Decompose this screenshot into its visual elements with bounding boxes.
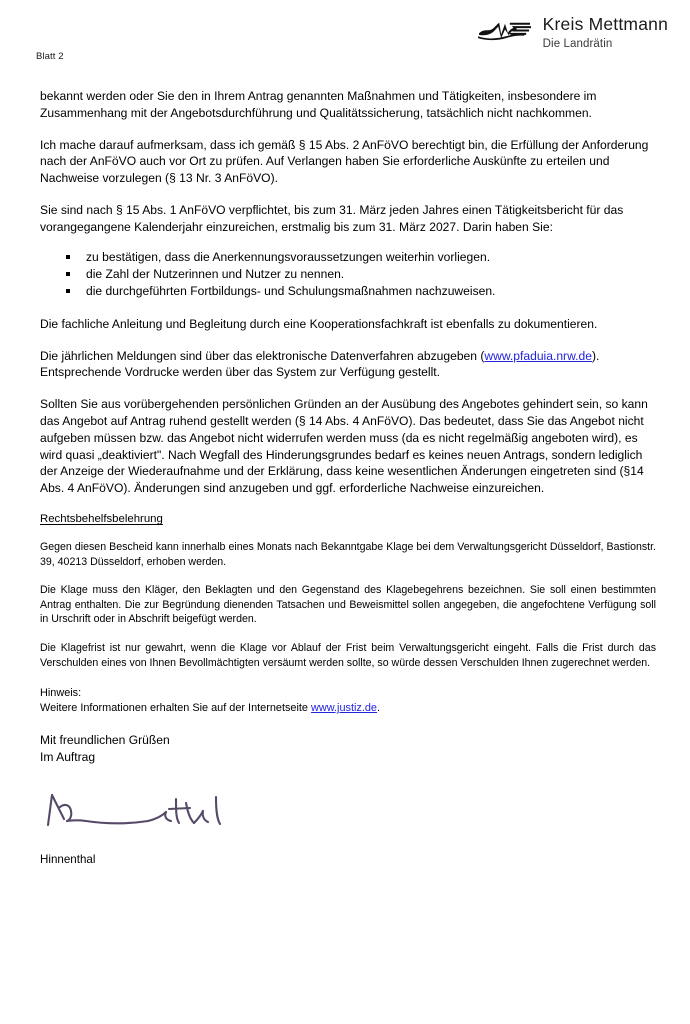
text-before-link: Die jährlichen Meldungen sind über das elektronische Datenverfahren abzugeben (: [40, 348, 485, 363]
signer-name: Hinnenthal: [40, 852, 96, 866]
obligations-list: [40, 249, 656, 300]
sheet-label: Blatt 2: [36, 51, 64, 62]
hint-text-before: Weitere Informationen erhalten Sie auf der Internetseite: [40, 702, 312, 715]
hint-text-after: .: [377, 702, 381, 715]
hint-label: Hinweis:: [40, 687, 82, 700]
pfaduia-link[interactable]: www.pfaduia.nrw.de: [484, 348, 592, 363]
paragraph-electronic-reporting: [40, 348, 656, 382]
handwritten-signature: [40, 785, 270, 841]
text-after-link: ). Entsprechende Vordrucke werden über das System zur Verfügung gestellt.: [40, 348, 600, 380]
organization-logo: [476, 16, 668, 50]
closing-greeting: Mit freundlichen Grüßen: [40, 733, 170, 748]
kreis-mettmann-wave-m-logo-icon: [476, 17, 534, 43]
legal-paragraph-deadline: Die Klagefrist ist nur gewahrt, wenn die Klage vor Ablauf der Frist beim Verwaltungsgericht eingeht. Falls die Frist durch das Verschulden eines von Ihnen Bevollmächtigten versäumt werden sollte, so würde dessen Verschulden Ihnen zugerechnet werden.: [40, 641, 656, 669]
list-item: zu bestätigen, dass die Anerkennungsvoraussetzungen weiterhin vorliegen.: [40, 249, 656, 265]
logo-title: Kreis Mettmann: [542, 14, 668, 34]
list-item: die durchgeführten Fortbildungs- und Schulungsmaßnahmen nachzuweisen.: [40, 283, 656, 299]
paragraph-inspection-rights: Ich mache darauf aufmerksam, dass ich gemäß § 15 Abs. 2 AnFöVO berechtigt bin, die Erfüllung der Anforderung nach der AnFöVO auch vor Ort zu prüfen. Auf Verlangen haben Sie erforderliche Auskünfte zu erteilen und Nachweise vorzulegen (§ 13 Nr. 3 AnFöVO).: [40, 137, 649, 186]
paragraph-annual-report: Sie sind nach § 15 Abs. 1 AnFöVO verpflichtet, bis zum 31. März jeden Jahres einen Tätigkeitsbericht für das vorangegangene Kalenderjahr einzureichen, erstmalig bis zum 31. März 2027. Darin haben Sie:: [40, 202, 624, 234]
paragraph-continuation: bekannt werden oder Sie den in Ihrem Antrag genannten Maßnahmen und Tätigkeiten, insbesondere im Zusammenhang mit der Angebotsdurchführung und Qualitätssicherung, tatsächlich nicht nachkommen.: [40, 89, 597, 120]
closing-block: [40, 732, 656, 765]
legal-remedy-heading: Rechtsbehelfsbelehrung: [40, 512, 163, 525]
legal-paragraph-court: Gegen diesen Bescheid kann innerhalb eines Monats nach Bekanntgabe Klage bei dem Verwaltungsgericht Düsseldorf, Bastionstr. 39, 40213 Düsseldorf, erhoben werden.: [40, 540, 656, 568]
document-body: [40, 88, 656, 867]
logo-text: [543, 16, 668, 50]
closing-on-behalf: Im Auftrag: [40, 749, 96, 764]
legal-paragraph-claim-content: Die Klage muss den Kläger, den Beklagten und den Gegenstand des Klagebegehrens bezeichnen. Sie soll einen bestimmten Antrag enthalten. Die zur Begründung dienenden Tatsachen und Beweismittel sollen angegeben, die angefochtene Verfügung soll in Urschrift oder in Abschrift beigefügt werden.: [40, 584, 656, 626]
list-item: die Zahl der Nutzerinnen und Nutzer zu nennen.: [40, 266, 656, 282]
justiz-link[interactable]: www.justiz.de: [311, 702, 377, 715]
hint-block: [40, 686, 656, 716]
logo-subtitle: Die Landrätin: [542, 37, 613, 50]
document-header: [0, 0, 690, 80]
paragraph-suspension: Sollten Sie aus vorübergehenden persönlichen Gründen an der Ausübung des Angebotes gehindert sein, so kann das Angebot auf Antrag ruhend gestellt werden (§ 14 Abs. 4 AnFöVO). Das bedeutet, dass Sie das Angebot nicht aufgeben müssen bzw. das Angebot nicht widerrufen werden muss (da es nicht regelmäßig angeboten wird), es wird quasi „deaktiviert". Nach Wegfall des Hinderungsgrundes bedarf es keines neuen Antrags, sondern lediglich der Anzeige der Wiederaufnahme und der Erklärung, dass keine wesentlichen Änderungen eingetreten sind (§14 Abs. 4 AnFöVO). Änderungen sind anzugeben und ggf. erforderliche Nachweise einzureichen.: [40, 397, 648, 496]
paragraph-documentation: Die fachliche Anleitung und Begleitung durch eine Kooperationsfachkraft ist ebenfalls zu dokumentieren.: [40, 316, 598, 331]
